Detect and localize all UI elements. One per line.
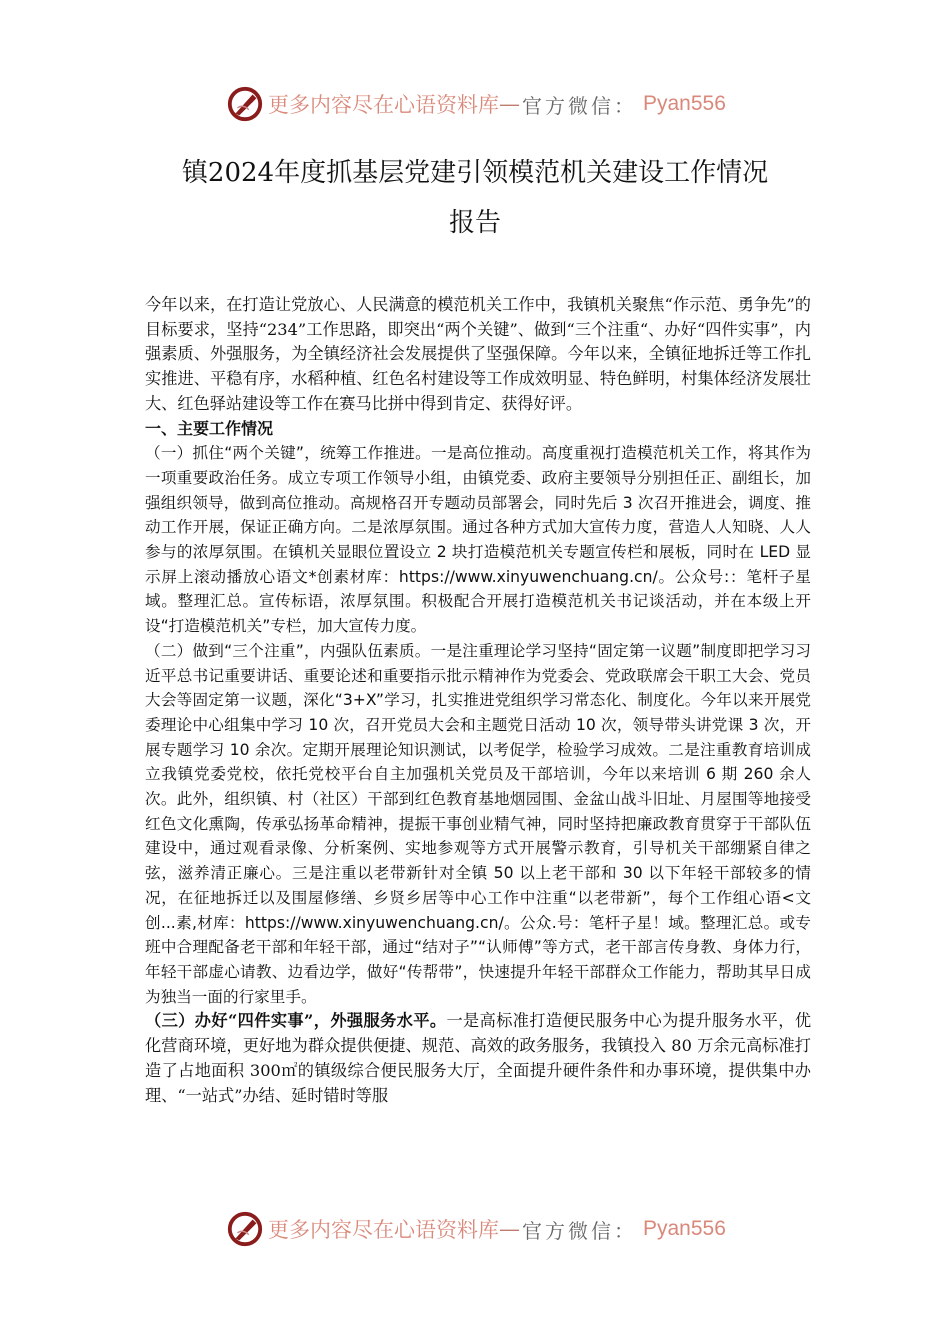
banner-text: 更多内容尽在心语资料库 bbox=[268, 93, 499, 117]
document-body bbox=[145, 293, 811, 1108]
banner-separator: — bbox=[499, 92, 520, 116]
banner-wechat-id: Pyan556 bbox=[643, 1217, 726, 1240]
banner-wechat-id: Pyan556 bbox=[643, 92, 726, 115]
watermark-banner-top bbox=[226, 84, 726, 124]
paragraph-3-heading: （三）办好“四件实事”，外强服务水平。 bbox=[145, 1011, 447, 1031]
section-heading: 一、主要工作情况 bbox=[145, 418, 274, 438]
document-title: 镇2024年度抓基层党建引领模范机关建设工作情况 bbox=[181, 158, 769, 188]
quill-logo-icon bbox=[226, 1210, 264, 1248]
intro-paragraph: 今年以来，在打造让党放心、人民满意的模范机关工作中，我镇机关聚焦“作示范、勇争先”的目标要求，坚持“234”工作思路，即突出“两个关键”、做到“三个注重“、办好“四件实事”，内强素质、外强服务，为全镇经济社会发展提供了坚强保障。今年以来，全镇征地拆迁等工作扎实推进、平稳有序，水稻种植、红色名村建设等工作成效明显、特色鲜明，村集体经济发展壮大、红色驿站建设等工作在赛马比拼中得到肯定、获得好评。 bbox=[145, 295, 811, 413]
paragraph-3-body: 一是高标准打造便民服务中心为提升服务水平，优化营商环境，更好地为群众提供便捷、规范、高效的政务服务，我镇投入 80 万余元高标准打造了占地面积 300㎡的镇级综合便民服务大厅，全面提升硬件条件和办事环境，提供集中办理、“一站式”办结、延时错时等服 bbox=[145, 1011, 812, 1105]
paragraph-3 bbox=[145, 1009, 811, 1108]
banner-text: 更多内容尽在心语资料库 bbox=[268, 1218, 499, 1242]
paragraph-2: （二）做到“三个注重”，内强队伍素质。一是注重理论学习坚持“固定第一议题”制度即把学习习近平总书记重要讲话、重要论述和重要指示批示精神作为党委会、党政联席会干职工大会、党员大会等固定第一议题，深化“3+X”学习，扎实推进党组织学习常态化、制度化。今年以来开展党委理论中心组集中学习 10 次，召开党员大会和主题党日活动 10 次，领导带头讲党课 3 次，开展专题学习 10 余次。定期开展理论知识测试，以考促学，检验学习成效。二是注重教育培训成立我镇党委党校，依托党校平台自主加强机关党员及干部培训，今年以来培训 6 期 260 余人次。此外，组织镇、村（社区）干部到红色教育基地烟园围、金盆山战斗旧址、月屋围等地接受红色文化熏陶，传承弘扬革命精神，提振干事创业精气神，同时坚持把廉政教育贯穿于干部队伍建设中，通过观看录像、分析案例、实地参观等方式开展警示教育，引导机关干部绷紧自律之弦，滋养清正廉心。三是注重以老带新针对全镇 50 以上老干部和 30 以下年轻干部较多的情况，在征地拆迁以及围屋修缮、乡贤乡居等中心工作中注重“以老带新”，每个工作组心语<文创...素,材库：https://www.xinyuwenchuang.cn/。公众.号：笔杆子星！域。整理汇总。或专班中合理配备老干部和年轻干部，通过“结对子”“认师傅”等方式，老干部言传身教、身体力行，年轻干部虚心请教、边看边学，做好“传帮带”，快速提升年轻干部群众工作能力，帮助其早日成为独当一面的行家里手。 bbox=[145, 641, 811, 1006]
banner-label: 官方微信： bbox=[522, 1218, 637, 1243]
paragraph-1: （一）抓住“两个关键”，统筹工作推进。一是高位推动。高度重视打造模范机关工作，将其作为一项重要政治任务。成立专项工作领导小组，由镇党委、政府主要领导分别担任正、副组长，加强组织领导，做到高位推动。高规格召开专题动员部署会，同时先后 3 次召开推进会，调度、推动工作开展，保证正确方向。二是浓厚氛围。通过各种方式加大宣传力度，营造人人知晓、人人参与的浓厚氛围。在镇机关显眼位置设立 2 块打造模范机关专题宣传栏和展板，同时在 LED 显示屏上滚动播放心语文*创素材库：https://www.xinyuwenchuang.cn/。公众号:：笔杆子星域。整理汇总。宣传标语，浓厚氛围。积极配合开展打造模范机关书记谈活动，并在本级上开设“打造模范机关”专栏，加大宣传力度。 bbox=[145, 444, 811, 636]
watermark-banner-bottom bbox=[226, 1209, 726, 1249]
document-title-line2: 报告 bbox=[448, 208, 501, 238]
quill-logo-icon bbox=[226, 85, 264, 123]
banner-label: 官方微信： bbox=[522, 93, 637, 118]
banner-separator: — bbox=[499, 1217, 520, 1241]
